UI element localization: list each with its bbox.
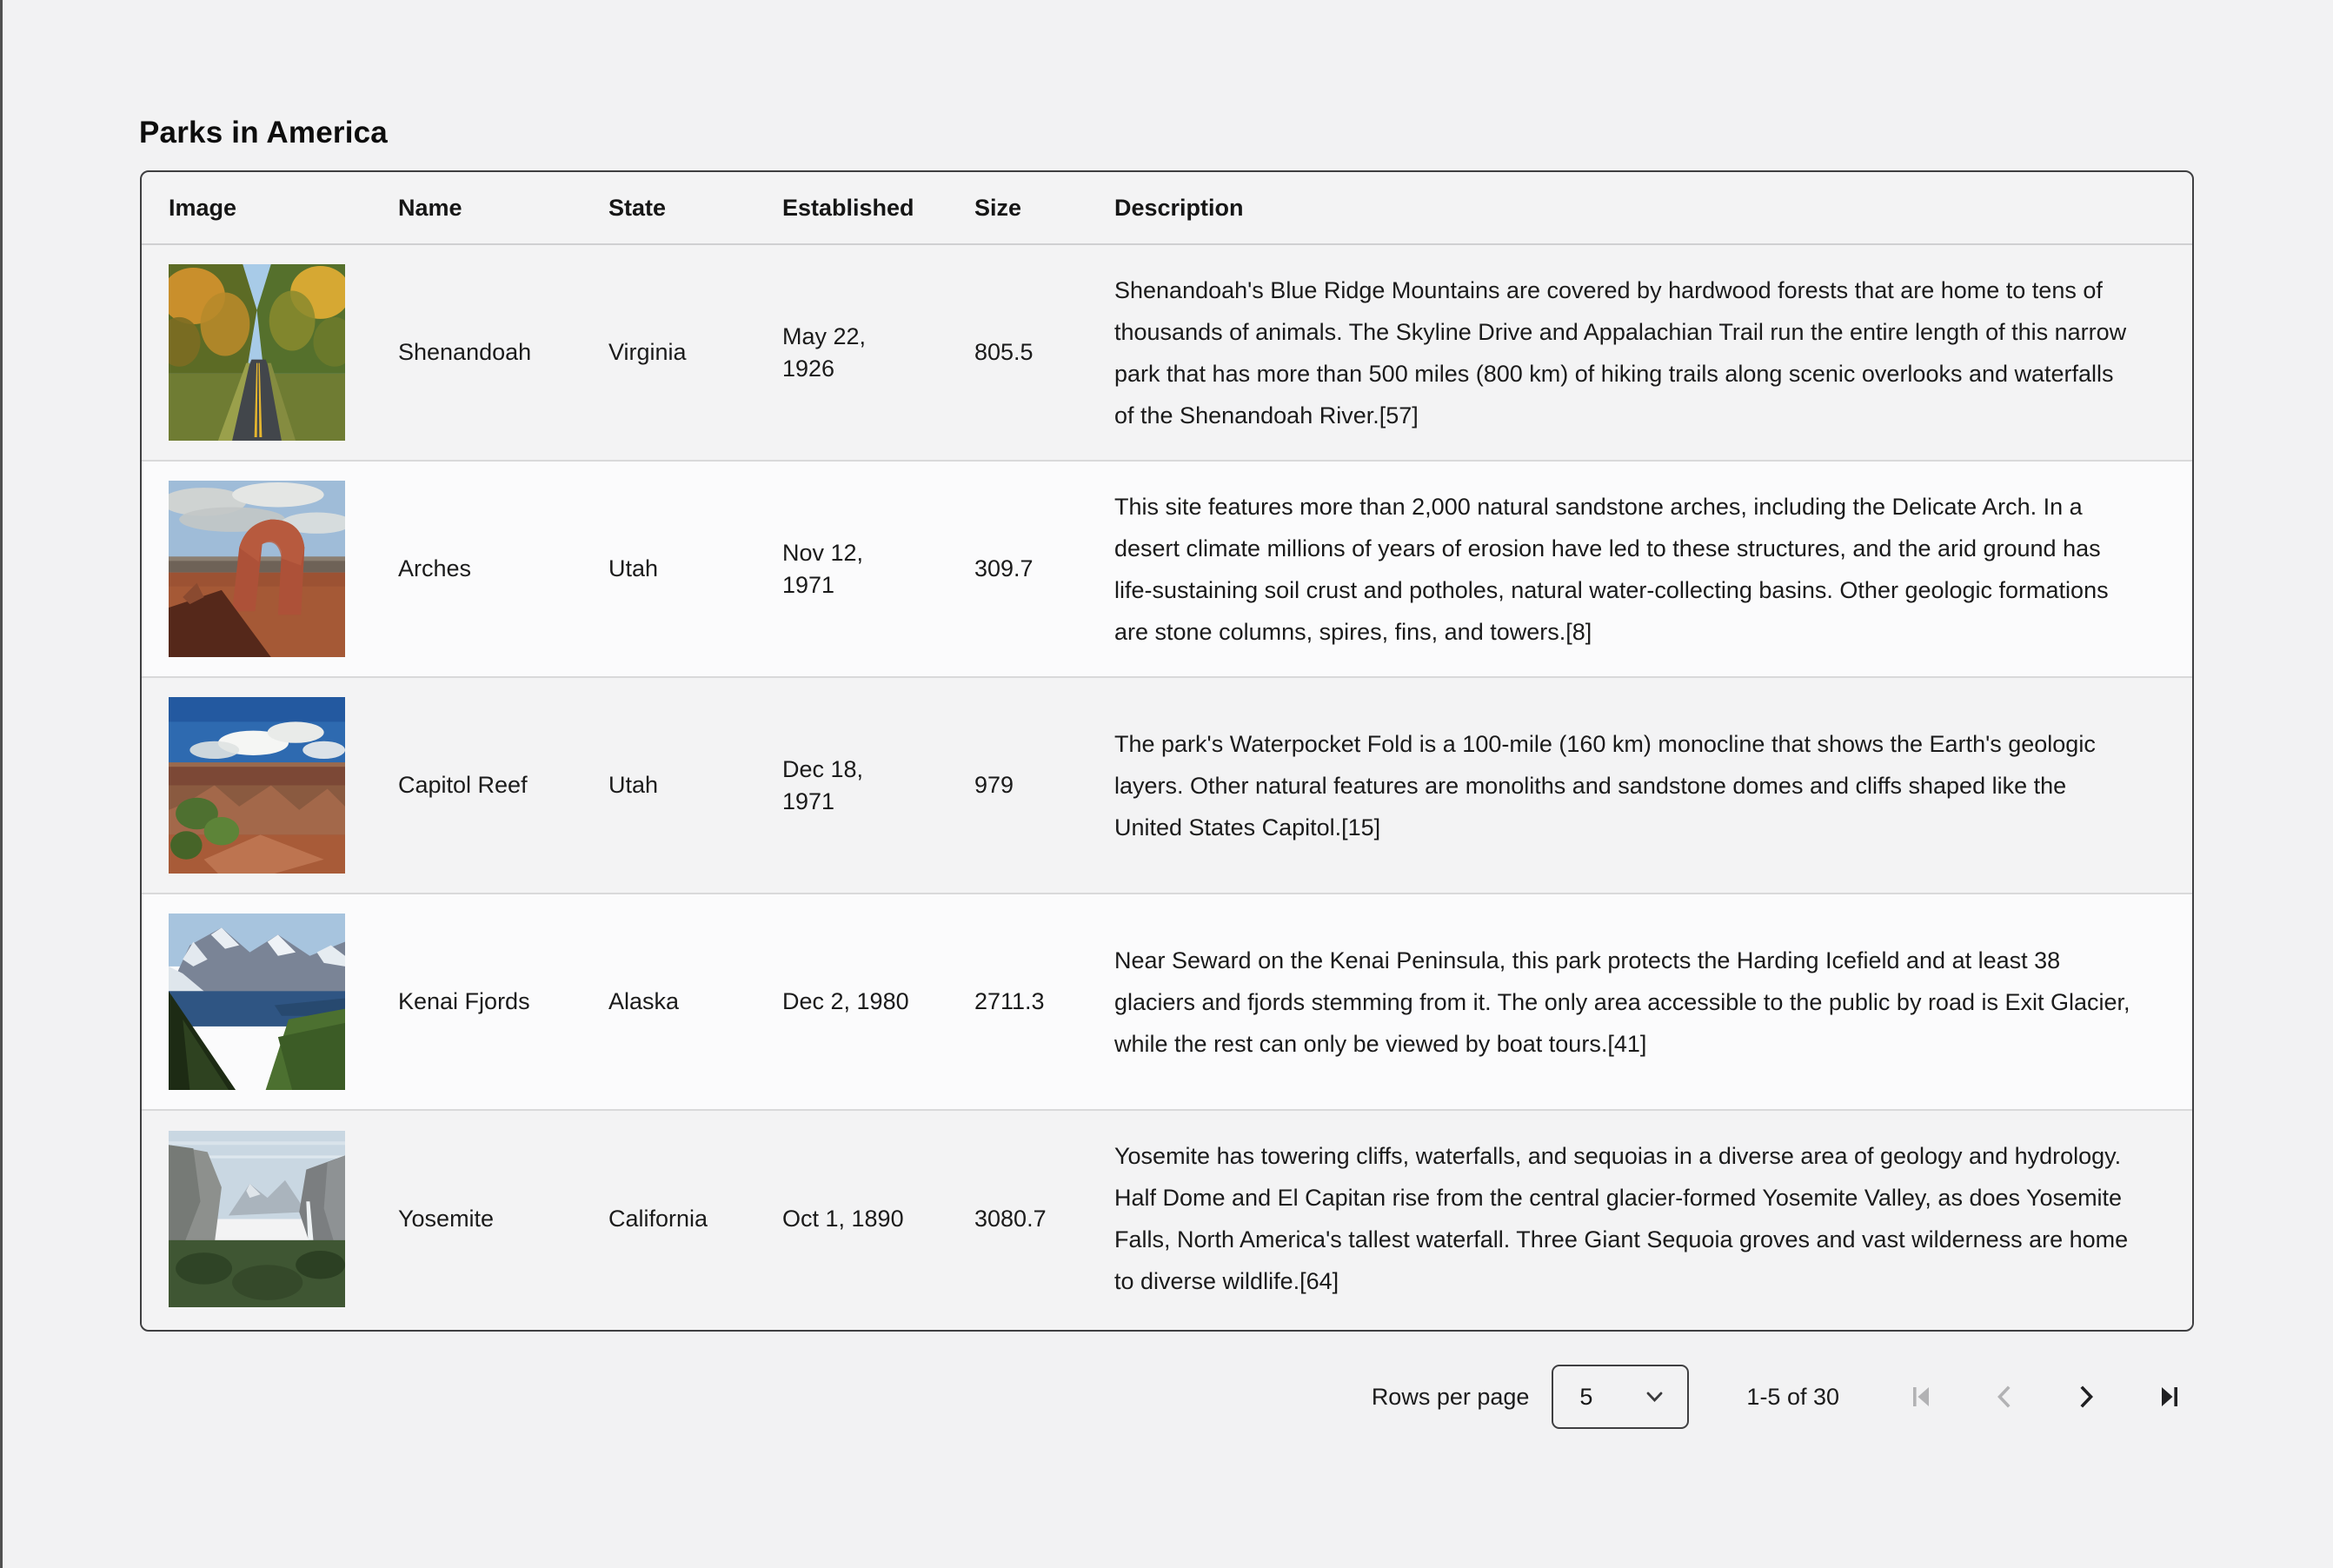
rows-per-page-select[interactable] xyxy=(1552,1365,1689,1429)
table-row xyxy=(142,894,2192,1111)
table-row xyxy=(142,678,2192,894)
name-cell: Yosemite xyxy=(398,1205,495,1232)
size-cell: 805.5 xyxy=(974,339,1034,366)
description-cell: Yosemite has towering cliffs, waterfalls, and sequoias in a diverse area of geology and hydrology. Half Dome and El Capitan rise from the central glacier-formed Yosemite Valley, as does Yosemite Falls, North America's tallest waterfall. Three Giant Sequoia groves and vast wilderness are home to diverse wildlife.[64] xyxy=(1114,1143,2129,1294)
rows-per-page-value: 5 xyxy=(1579,1383,1593,1410)
state-cell: Utah xyxy=(608,555,659,582)
first-page-icon xyxy=(1907,1381,1938,1412)
state-cell: California xyxy=(608,1205,708,1232)
established-date: May 22, 1926 xyxy=(782,323,867,382)
table-row xyxy=(142,462,2192,678)
chevron-left-icon xyxy=(1989,1381,2020,1412)
column-header-description: Description xyxy=(1114,194,1244,221)
size-cell: 309.7 xyxy=(974,555,1034,582)
name-cell: Arches xyxy=(398,555,472,582)
pagination-range-label: 1-5 of 30 xyxy=(1746,1383,1839,1410)
park-thumbnail-canyon xyxy=(169,697,345,874)
description-cell: Near Seward on the Kenai Peninsula, this park protects the Harding Icefield and at least 38 glaciers and fjords stemming from it. The only area accessible to the public by road is Exit Glacier, while the rest can only be viewed by boat tours.[41] xyxy=(1114,947,2130,1057)
column-header-name: Name xyxy=(398,194,462,221)
park-thumbnail-autumn-road xyxy=(169,264,345,441)
last-page-button[interactable] xyxy=(2152,1381,2183,1412)
chevron-down-icon xyxy=(1643,1386,1666,1407)
state-cell: Virginia xyxy=(608,339,687,366)
description-cell: This site features more than 2,000 natural sandstone arches, including the Delicate Arch. In a desert climate millions of years of erosion have led to these structures, and the arid ground has life-sustaining soil crust and potholes, natural water-collecting basins. Other geologic formations are stone columns, spires, fins, and towers.[8] xyxy=(1114,493,2109,645)
established-cell xyxy=(782,754,974,817)
rows-per-page-label: Rows per page xyxy=(1371,1383,1530,1410)
image-cell xyxy=(169,481,398,657)
image-cell xyxy=(169,697,398,874)
column-header-image: Image xyxy=(169,194,237,221)
size-cell: 979 xyxy=(974,772,1014,799)
name-cell: Capitol Reef xyxy=(398,772,528,799)
established-cell xyxy=(782,321,974,384)
name-cell: Kenai Fjords xyxy=(398,988,530,1015)
first-page-button[interactable] xyxy=(1907,1381,1938,1412)
established-cell xyxy=(782,537,974,601)
state-cell: Utah xyxy=(608,772,659,799)
image-cell xyxy=(169,1131,398,1307)
established-date: Dec 18, 1971 xyxy=(782,756,864,814)
size-cell: 2711.3 xyxy=(974,988,1045,1015)
name-cell: Shenandoah xyxy=(398,339,532,366)
window-left-edge xyxy=(0,0,3,1568)
pagination-bar xyxy=(1372,1363,2183,1431)
park-thumbnail-fjord xyxy=(169,914,345,1090)
chevron-right-icon xyxy=(2070,1381,2102,1412)
table-row xyxy=(142,245,2192,462)
established-date: Oct 1, 1890 xyxy=(782,1205,904,1232)
last-page-icon xyxy=(2152,1381,2183,1412)
established-cell xyxy=(782,1203,974,1234)
park-thumbnail-yosemite-valley xyxy=(169,1131,345,1307)
description-cell: Shenandoah's Blue Ridge Mountains are covered by hardwood forests that are home to tens of thousands of animals. The Skyline Drive and Appalachian Trail run the entire length of this narrow park that has more than 500 miles (800 km) of hiking trails along scenic overlooks and waterfalls of the Shenandoah River.[57] xyxy=(1114,276,2127,429)
table-row xyxy=(142,1111,2192,1326)
column-header-established: Established xyxy=(782,194,914,221)
image-cell xyxy=(169,914,398,1090)
established-cell xyxy=(782,986,974,1017)
park-thumbnail-delicate-arch xyxy=(169,481,345,657)
parks-table xyxy=(140,170,2194,1332)
size-cell: 3080.7 xyxy=(974,1205,1047,1232)
description-cell: The park's Waterpocket Fold is a 100-mile (160 km) monocline that shows the Earth's geologic layers. Other natural features are monoliths and sandstone domes and cliffs shaped like the United States Capitol.[15] xyxy=(1114,730,2096,840)
next-page-button[interactable] xyxy=(2070,1381,2102,1412)
image-cell xyxy=(169,264,398,441)
pager-buttons xyxy=(1907,1381,2183,1412)
page-title: Parks in America xyxy=(139,116,388,150)
table-header-row xyxy=(142,172,2192,245)
established-date: Nov 12, 1971 xyxy=(782,540,864,598)
column-header-state: State xyxy=(608,194,667,221)
column-header-size: Size xyxy=(974,194,1022,221)
state-cell: Alaska xyxy=(608,988,680,1015)
previous-page-button[interactable] xyxy=(1989,1381,2020,1412)
established-date: Dec 2, 1980 xyxy=(782,988,909,1015)
